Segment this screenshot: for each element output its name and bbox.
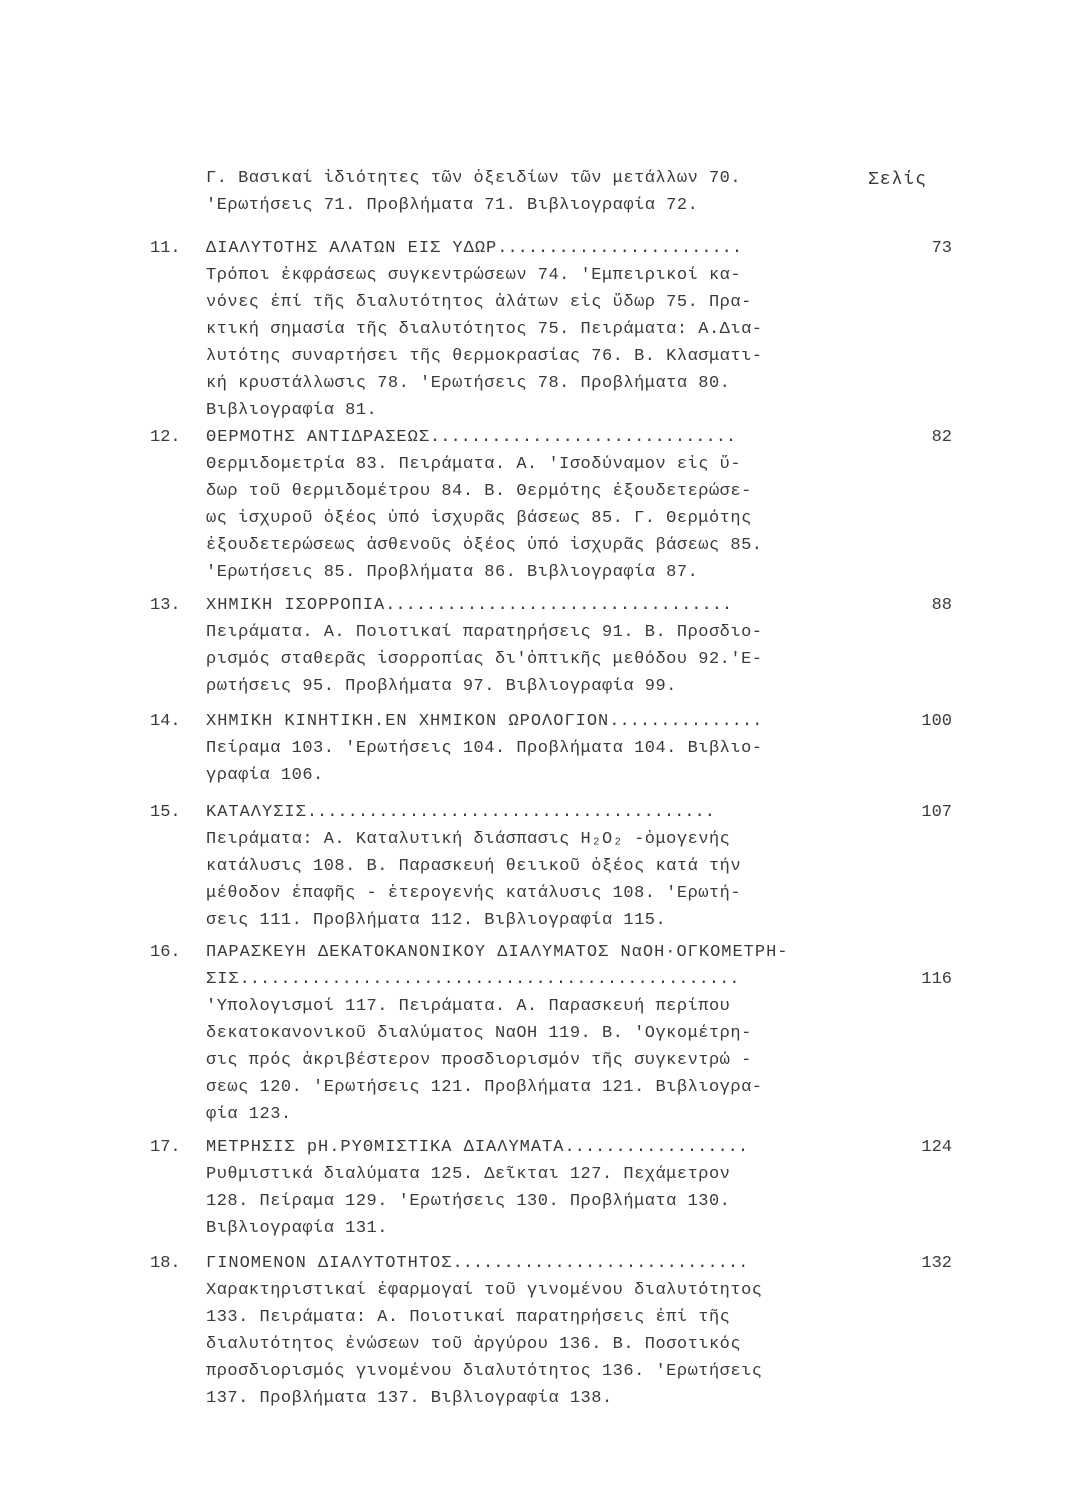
entry-line: Πειράματα. Α. Ποιοτικαί παρατηρήσεις 91. Β. Προσδιο- [206, 623, 763, 642]
chapter-title: ΧΗΜΙΚΗ ΚΙΝΗΤΙΚΗ.ΕΝ ΧΗΜΙΚΟΝ ΩΡΟΛΟΓΙΟΝ [206, 712, 610, 731]
entry-line: δωρ τοῦ θερμιδομέτρου 84. Β. Θερμότης ἐξουδετερώσε- [206, 482, 752, 501]
intro-line: Γ. Βασικαί ἰδιότητες τῶν ὀξειδίων τῶν μετάλλων 70. [206, 169, 742, 188]
entry-line: διαλυτότητος ἐνώσεων τοῦ ἀργύρου 136. Β. Ποσοτικός [206, 1335, 742, 1354]
leader-dots: .................................. [385, 596, 733, 615]
page-number: 124 [921, 1138, 952, 1157]
entry-line: 'Ερωτήσεις 85. Προβλήματα 86. Βιβλιογραφία 87. [206, 563, 699, 582]
page-number: 82 [931, 428, 952, 447]
entry-line: Βιβλιογραφία 81. [206, 401, 378, 420]
leader-dots: .............................. [430, 428, 737, 447]
chapter-number: 11. [150, 239, 181, 258]
leader-dots: ............................. [452, 1254, 749, 1273]
entry-line: 'Υπολογισμοί 117. Πειράματα. Α. Παρασκευή περίπου [206, 997, 731, 1016]
entry-line: κτική σημασία τῆς διαλυτότητος 75. Πειράματα: Α.Δια- [206, 320, 763, 339]
page-number: 73 [931, 239, 952, 258]
chapter-number: 18. [150, 1254, 181, 1273]
entry-line: φία 123. [206, 1105, 292, 1124]
entry-line: 137. Προβλήματα 137. Βιβλιογραφία 138. [206, 1389, 613, 1408]
entry-line: Πείραμα 103. 'Ερωτήσεις 104. Προβλήματα 104. Βιβλιο- [206, 739, 763, 758]
chapter-number: 13. [150, 596, 181, 615]
entry-line: Χαρακτηριστικαί ἐφαρμογαί τοῦ γινομένου διαλυτότητος [206, 1281, 763, 1300]
entry-line: σεως 120. 'Ερωτήσεις 121. Προβλήματα 121. Βιβλιογρα- [206, 1078, 763, 1097]
entry-line: ως ἰσχυροῦ ὀξέος ὑπό ἰσχυρᾶς βάσεως 85. Γ. Θερμότης [206, 509, 752, 528]
chapter-title-cont: ΣΙΣ [206, 970, 240, 989]
page-number: 100 [921, 712, 952, 731]
page-number: 132 [921, 1254, 952, 1273]
entry-line: λυτότης συναρτήσει τῆς θερμοκρασίας 76. Β. Κλασματι- [206, 347, 763, 366]
intro-line: 'Ερωτήσεις 71. Προβλήματα 71. Βιβλιογραφία 72. [206, 196, 699, 215]
entry-line: σις πρός ἀκριβέστερον προσδιορισμόν τῆς συγκεντρώ - [206, 1051, 752, 1070]
entry-line: μέθοδον ἐπαφῆς - ἑτερογενής κατάλυσις 108. 'Ερωτή- [206, 884, 742, 903]
entry-line: κή κρυστάλλωσις 78. 'Ερωτήσεις 78. Προβλήματα 80. [206, 374, 731, 393]
chapter-title: ΧΗΜΙΚΗ ΙΣΟΡΡΟΠΙΑ [206, 596, 386, 615]
chapter-title: ΔΙΑΛΥΤΟΤΗΣ ΑΛΑΤΩΝ ΕΙΣ ΥΔΩΡ [206, 239, 498, 258]
entry-line: δεκατοκανονικοῦ διαλύματος NαOH 119. Β. 'Ογκομέτρη- [206, 1024, 752, 1043]
entry-line: Πειράματα: Α. Καταλυτική διάσπασις H₂O₂ -ὁμογενής [206, 830, 731, 849]
leader-dots: ........................ [497, 239, 743, 258]
chapter-number: 15. [150, 803, 181, 822]
entry-line: σεις 111. Προβλήματα 112. Βιβλιογραφία 115. [206, 911, 667, 930]
leader-dots: ................................................. [239, 970, 740, 989]
entry-line: προσδιορισμός γινομένου διαλυτότητος 136. 'Ερωτήσεις [206, 1362, 763, 1381]
entry-line: νόνες ἐπί τῆς διαλυτότητος ἀλάτων εἰς ὕδωρ 75. Πρα- [206, 293, 752, 312]
page-column-label: Σελίς [868, 170, 928, 190]
page-number: 88 [931, 596, 952, 615]
page-number: 107 [921, 803, 952, 822]
entry-line: ρισμός σταθερᾶς ἰσορροπίας δι'ὀπτικῆς μεθόδου 92.'Ε- [206, 650, 763, 669]
leader-dots: .................. [564, 1138, 749, 1157]
entry-line: ρωτήσεις 95. Προβλήματα 97. Βιβλιογραφία 99. [206, 677, 677, 696]
entry-line: Θερμιδομετρία 83. Πειράματα. Α. 'Ισοδύναμον εἰς ὕ- [206, 455, 742, 474]
entry-line: Βιβλιογραφία 131. [206, 1219, 388, 1238]
leader-dots: ........................................ [306, 803, 715, 822]
chapter-number: 16. [150, 943, 181, 962]
chapter-number: 12. [150, 428, 181, 447]
chapter-title: ΘΕΡΜΟΤΗΣ ΑΝΤΙΔΡΑΣΕΩΣ [206, 428, 431, 447]
chapter-title: ΠΑΡΑΣΚΕΥΗ ΔΕΚΑΤΟΚΑΝΟΝΙΚΟΥ ΔΙΑΛΥΜΑΤΟΣ NαOH·ΟΓΚΟΜΕΤΡΗ- [206, 943, 789, 962]
entry-line: ἐξουδετερώσεως ἀσθενοῦς ὀξέος ὑπό ἰσχυρᾶς βάσεως 85. [206, 536, 763, 555]
entry-line: κατάλυσις 108. Β. Παρασκευή θειικοῦ ὀξέος κατά τήν [206, 857, 742, 876]
entry-line: Τρόποι ἐκφράσεως συγκεντρώσεων 74. 'Εμπειρικοί κα- [206, 266, 742, 285]
entry-line: Ρυθμιστικά διαλύματα 125. Δεῖκται 127. Πεχάμετρον [206, 1165, 731, 1184]
leader-dots: ............... [609, 712, 763, 731]
chapter-title: ΚΑΤΑΛΥΣΙΣ [206, 803, 307, 822]
entry-line: γραφία 106. [206, 766, 324, 785]
entry-line: 133. Πειράματα: Α. Ποιοτικαί παρατηρήσεις ἐπί τῆς [206, 1308, 731, 1327]
chapter-title: ΜΕΤΡΗΣΙΣ pH.ΡΥΘΜΙΣΤΙΚΑ ΔΙΑΛΥΜΑΤΑ [206, 1138, 565, 1157]
page-number: 116 [921, 970, 952, 989]
chapter-number: 17. [150, 1138, 181, 1157]
chapter-number: 14. [150, 712, 181, 731]
chapter-title: ΓΙΝΟΜΕΝΟΝ ΔΙΑΛΥΤΟΤΗΤΟΣ [206, 1254, 453, 1273]
entry-line: 128. Πείραμα 129. 'Ερωτήσεις 130. Προβλήματα 130. [206, 1192, 731, 1211]
